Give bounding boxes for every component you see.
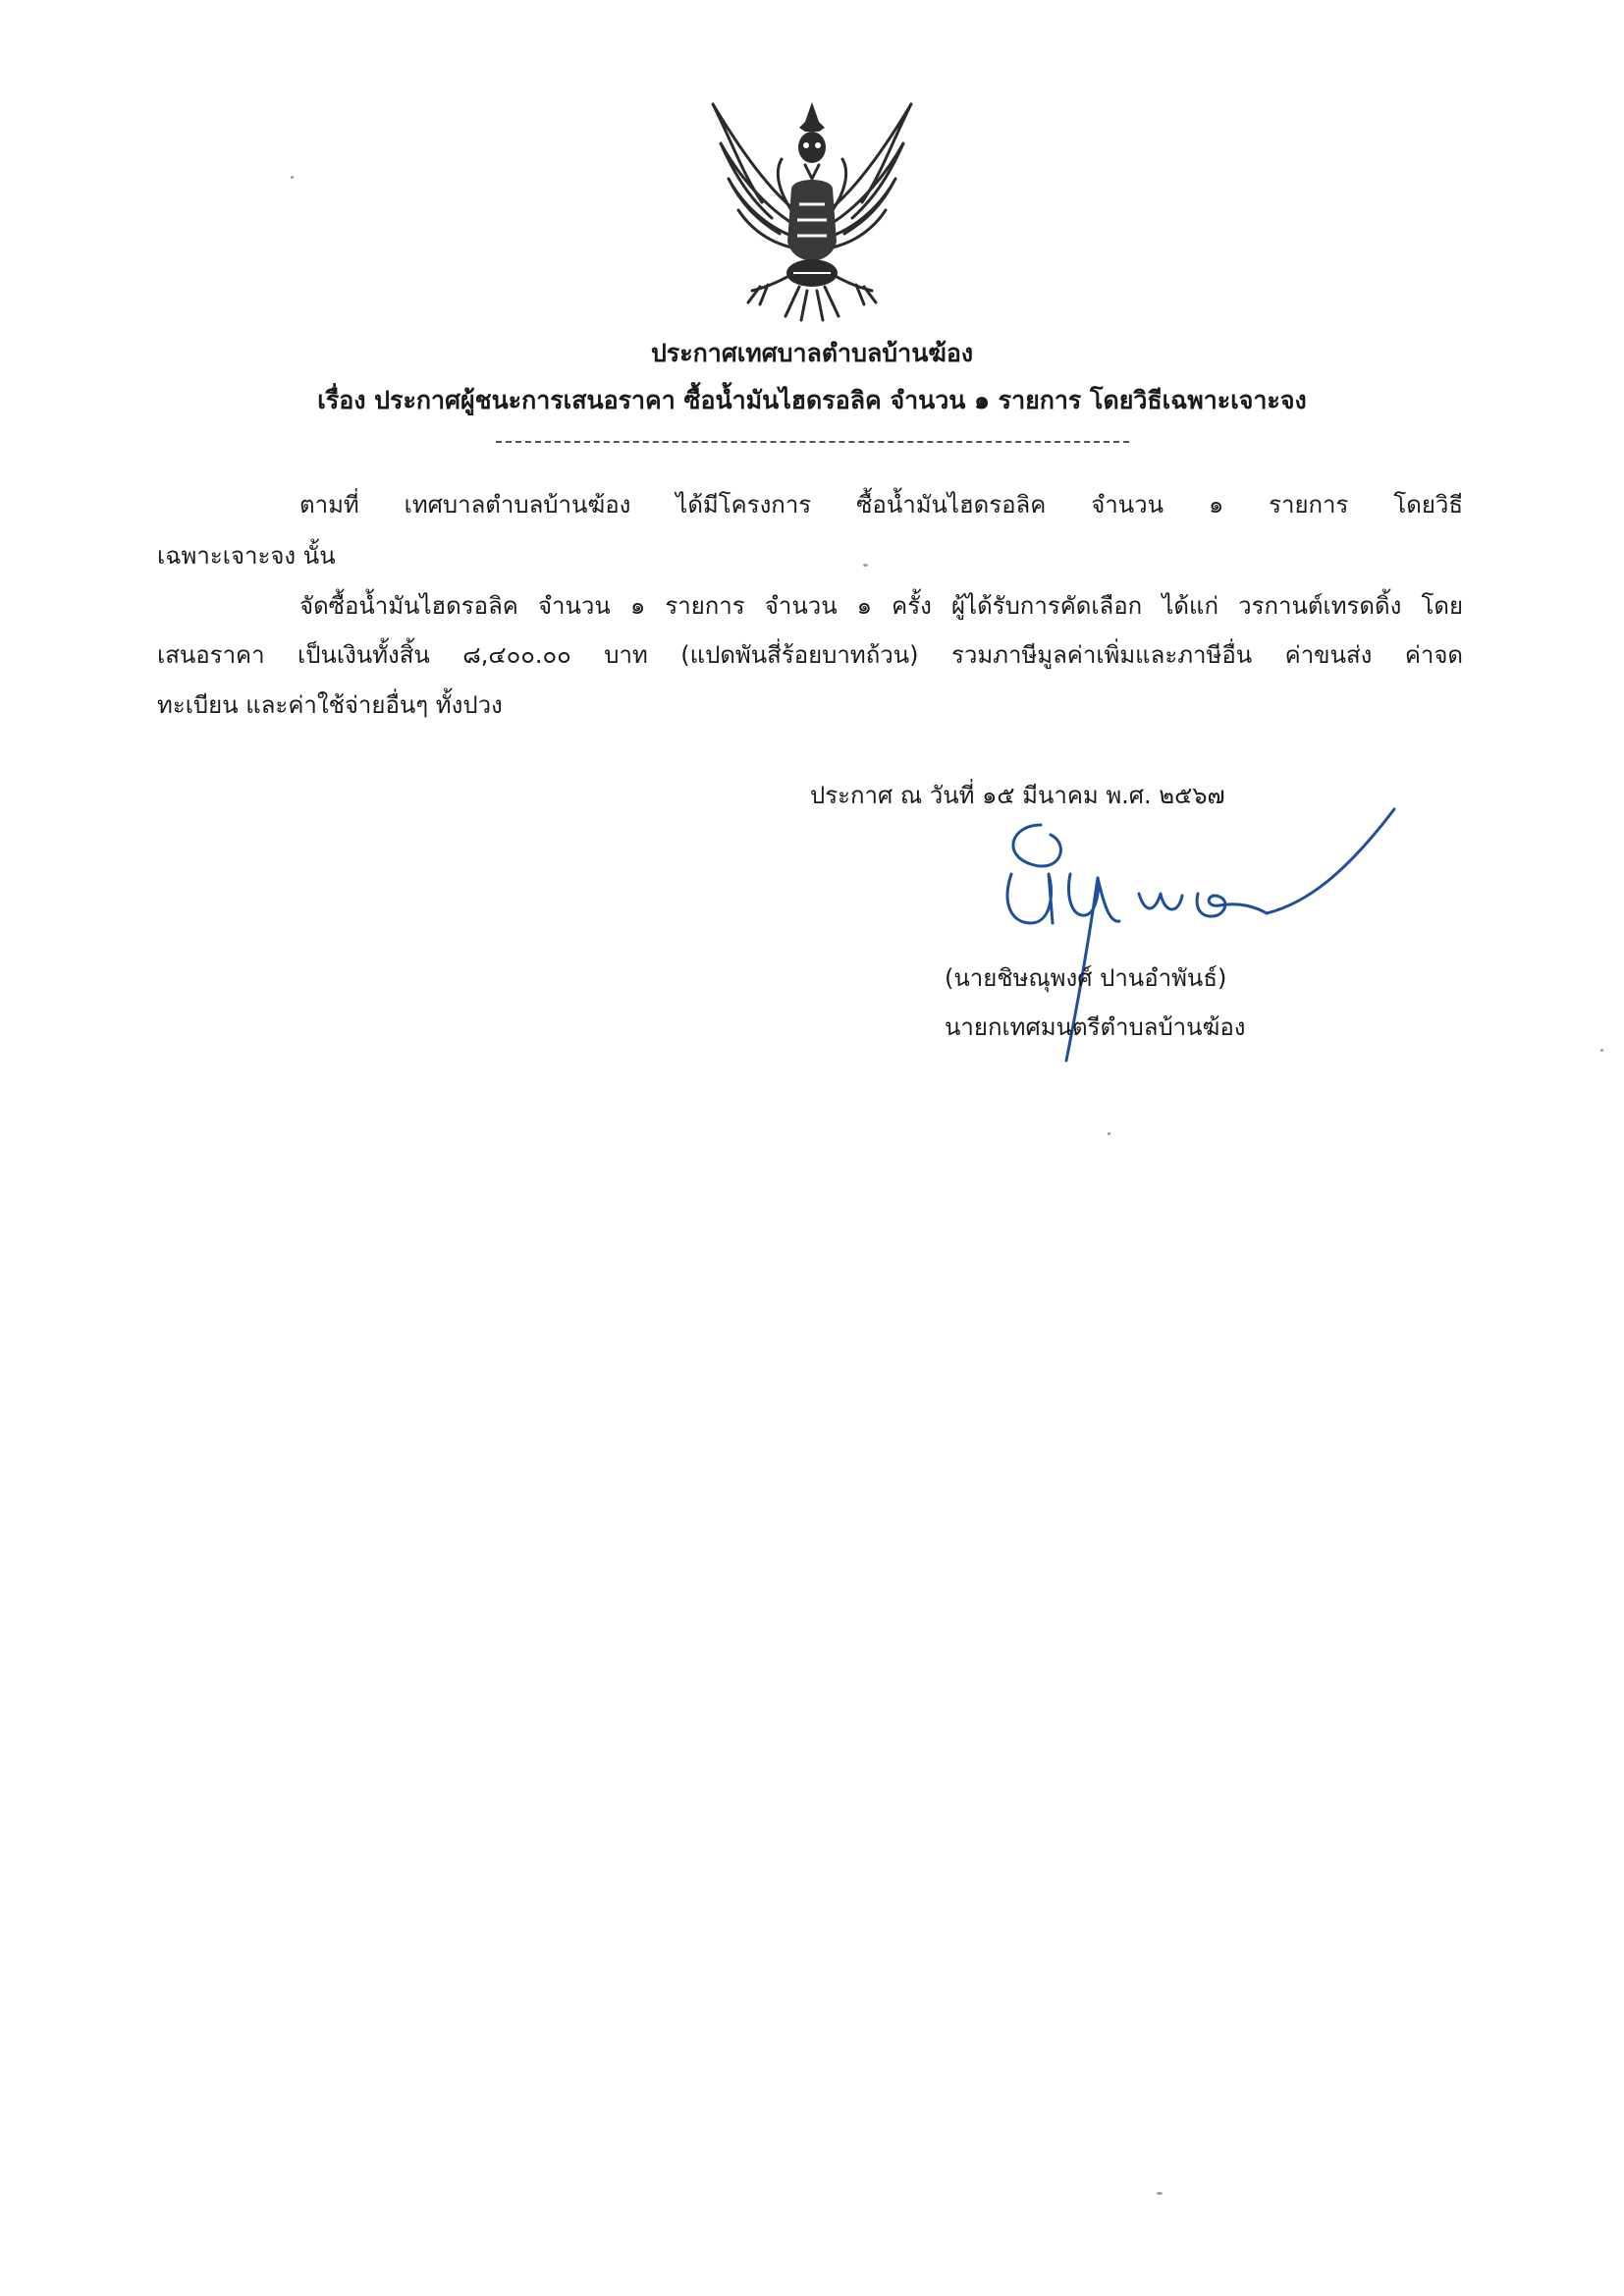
- scan-speck: [1600, 1049, 1603, 1052]
- body-line-5: ทะเบียน และค่าใช้จ่ายอื่นๆ ทั้งปวง: [157, 691, 503, 719]
- body-line-1: ตามที่ เทศบาลตำบลบ้านฆ้อง ได้มีโครงการ ซื้อน้ำมันไฮดรอลิค จำนวน ๑ รายการ โดยวิธี: [299, 491, 1463, 519]
- scan-speck: [1108, 1132, 1110, 1135]
- announcement-date: ประกาศ ณ วันที่ ๑๕ มีนาคม พ.ศ. ๒๕๖๗: [810, 782, 1225, 809]
- scan-speck: [1157, 2192, 1163, 2195]
- signer-name: (นายชิษณุพงศ์ ปานอำพันธ์): [945, 964, 1227, 992]
- announcement-subject: เรื่อง ประกาศผู้ชนะการเสนอราคา ซื้อน้ำมันไฮดรอลิค จำนวน ๑ รายการ โดยวิธีเฉพาะเจาะจง: [317, 386, 1307, 414]
- announcement-title: ประกาศเทศบาลตำบลบ้านฆ้อง: [650, 339, 974, 367]
- scan-speck: [291, 176, 294, 179]
- body-line-4: เสนอราคา เป็นเงินทั้งสิ้น ๘,๔๐๐.๐๐ บาท (แปดพันสี่ร้อยบาทถ้วน) รวมภาษีมูลค่าเพิ่มและภาษีอื่น ค่าขนส่ง ค่าจด: [157, 641, 1463, 669]
- signer-position: นายกเทศมนตรีตำบลบ้านฆ้อง: [945, 1013, 1246, 1041]
- scan-speck: [863, 564, 868, 567]
- body-line-3: จัดซื้อน้ำมันไฮดรอลิค จำนวน ๑ รายการ จำนวน ๑ ครั้ง ผู้ได้รับการคัดเลือก ได้แก่ วรกานต์เทรดดิ้ง โดย: [299, 592, 1463, 620]
- garuda-emblem-icon: [703, 94, 921, 324]
- body-line-2: เฉพาะเจาะจง นั้น: [157, 542, 336, 570]
- signature-icon: [972, 795, 1424, 1090]
- dashed-divider: [496, 441, 1129, 443]
